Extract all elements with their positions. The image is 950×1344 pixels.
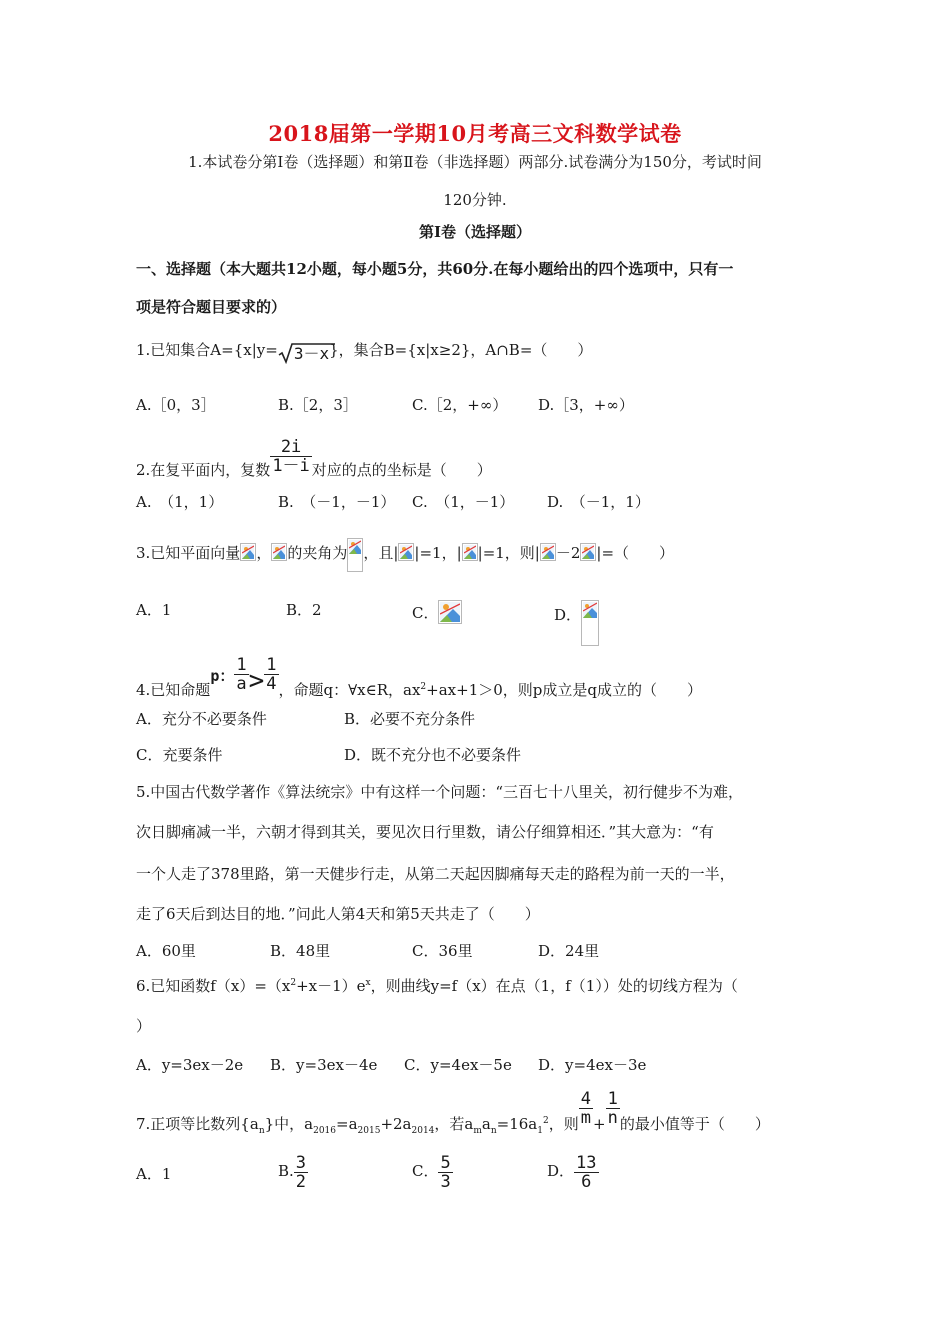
q4-fraction-2-numerator: 1 (266, 655, 277, 675)
q7-sub-2: 2016 (313, 1126, 337, 1136)
q6-option-c: C．y=4ex－5e (404, 1056, 512, 1074)
q7-text-2: }中，a (264, 1115, 314, 1133)
q4-fraction-2-denominator: 4 (266, 674, 277, 694)
q4-text-post-2: +ax+1＞0，则p成立是q成立的（ ） (426, 681, 702, 699)
q4-greater-than: > (248, 666, 265, 696)
q2-option-b: B. （－1，－1） (278, 493, 396, 511)
broken-image-icon (540, 543, 556, 561)
q7-option-d-numerator: 13 (576, 1152, 597, 1173)
q3-text-7: －2 (555, 544, 581, 562)
q1-text-pre: 1.已知集合A={x|y= (136, 341, 278, 359)
q3-option-d-label: D． (554, 606, 582, 624)
q7-fraction-1 (579, 1090, 593, 1127)
q3-text-2: ， (256, 544, 272, 562)
broken-image-icon (398, 543, 414, 561)
q2-fraction-denominator: 1－i (272, 456, 310, 476)
q5-option-a: A．60里 (136, 942, 196, 960)
q7-option-b-numerator: 3 (295, 1152, 307, 1173)
q7-fraction-2 (606, 1090, 620, 1127)
q6-option-a: A．y=3ex－2e (136, 1056, 244, 1074)
q1-text-post: }，集合B={x|x≥2}，A∩B=（ ） (329, 341, 593, 359)
q3-option-c (412, 600, 462, 624)
q6-superscript-1: 2 (290, 978, 297, 988)
question-3 (136, 538, 674, 572)
q7-sub-6: n (490, 1126, 497, 1136)
q7-sub-4: 2014 (411, 1126, 435, 1136)
broken-image-icon (462, 543, 478, 561)
q4-option-c: C．充要条件 (136, 746, 223, 764)
q1-option-c: C.［2，+∞） (412, 396, 508, 414)
question-2 (136, 438, 492, 498)
q6-text-post: ，则曲线y=f（x）在点（1，f（1））处的切线方程为（ (370, 977, 738, 995)
q7-fraction-1-denominator: m (580, 1108, 591, 1128)
q7-fraction-2-numerator: 1 (607, 1089, 618, 1109)
q7-option-c-denominator: 3 (440, 1171, 451, 1192)
q4-fraction-1-numerator: 1 (236, 655, 247, 675)
q7-sub-5: m (473, 1126, 482, 1136)
q7-text-7: =16a (496, 1115, 538, 1133)
q2-fraction (270, 438, 311, 475)
q7-option-c-numerator: 5 (440, 1152, 451, 1173)
q4-text-pre: 4.已知命题 (136, 681, 211, 699)
sqrt-radicand: 3－x (293, 344, 330, 363)
q2-option-c: C. （1，－1） (412, 493, 515, 511)
q5-line-1: 5.中国古代数学著作《算法统宗》中有这样一个问题：“三百七十八里关，初行健步不为难， (136, 783, 743, 801)
part-title: 第Ⅰ卷（选择题） (418, 223, 532, 241)
q5-option-b: B．48里 (270, 942, 331, 960)
q6-option-b: B．y=3ex－4e (270, 1056, 378, 1074)
q7-option-c-label: C． (412, 1162, 439, 1180)
q7-option-b-label: B. (278, 1162, 294, 1180)
q7-text-4: +2a (380, 1115, 412, 1133)
question-7 (136, 1090, 770, 1153)
q2-text-pre: 2.在复平面内，复数 (136, 461, 271, 479)
q7-text-9: 的最小值等于（ ） (619, 1115, 770, 1133)
q7-sub-3: 2015 (357, 1126, 381, 1136)
sqrt-sign-icon (278, 342, 336, 364)
q5-line-4: 走了6天后到达目的地．”问此人第4天和第5天共走了（ ） (136, 905, 540, 923)
question-6 (136, 976, 738, 996)
q6-line-2: ） (136, 1017, 152, 1035)
broken-image-icon (271, 543, 287, 561)
q3-text-1: 3.已知平面向量 (136, 544, 241, 562)
q7-fraction-1-numerator: 4 (580, 1089, 591, 1109)
q7-plus-sign: + (593, 1115, 606, 1133)
q7-option-a: A．1 (136, 1165, 172, 1183)
q7-option-c-fraction (438, 1154, 452, 1191)
q2-option-a: A. （1，1） (136, 493, 224, 511)
q4-option-b: B．必要不充分条件 (344, 710, 476, 728)
q5-line-3: 一个人走了378里路，第一天健步行走，从第二天起因脚痛每天走的路程为前一天的一半， (136, 865, 735, 883)
q4-fraction-1-denominator: a (236, 674, 247, 694)
q3-option-d (554, 600, 599, 646)
q2-text-post: 对应的点的坐标是（ ） (311, 461, 492, 479)
q3-option-b: B．2 (286, 601, 322, 619)
q7-text-5: ，若a (434, 1115, 474, 1133)
q1-option-b: B.［2，3］ (278, 396, 358, 414)
q5-line-2: 次日脚痛减一半，六朝才得到其关，要见次日行里数，请公仔细算相还．”其大意为：“有 (136, 823, 714, 841)
q7-sup-7: 2 (543, 1116, 549, 1126)
q4-proposition-p: p： (210, 667, 235, 685)
q3-option-c-label: C． (412, 604, 439, 622)
sqrt-expression (278, 342, 329, 364)
q7-option-d-fraction (574, 1154, 598, 1191)
q3-text-6: |=1，则| (477, 544, 540, 562)
q1-option-a: A.［0，3］ (136, 396, 216, 414)
q4-text-post-1: ，命题q：∀x∈R，ax (278, 681, 421, 699)
section-heading-line-1: 一、选择题（本大题共12小题，每小题5分，共60分.在每小题给出的四个选项中，只有一 (136, 260, 734, 278)
q5-option-c: C．36里 (412, 942, 473, 960)
note-line-1: 1.本试卷分第Ⅰ卷（选择题）和第Ⅱ卷（非选择题）两部分.试卷满分为150分，考试时间 (188, 153, 762, 171)
q1-option-d: D.［3，+∞） (538, 396, 634, 414)
q3-text-4: ，且| (363, 544, 399, 562)
q7-text-1: 7.正项等比数列{a (136, 1115, 259, 1133)
q7-option-d (547, 1148, 599, 1194)
q2-fraction-numerator: 2i (270, 438, 311, 457)
q7-option-b-denominator: 2 (295, 1171, 307, 1192)
broken-image-icon (347, 538, 363, 572)
q3-text-3: 的夹角为 (287, 544, 348, 562)
broken-image-icon (240, 543, 256, 561)
question-1 (136, 340, 592, 364)
q3-text-5: |=1，| (414, 544, 462, 562)
q7-option-b (278, 1148, 308, 1194)
q7-sub-1: n (258, 1126, 265, 1136)
q6-option-d: D．y=4ex－3e (538, 1056, 647, 1074)
q3-text-8: |=（ ） (596, 544, 675, 562)
exam-title: 2018届第一学期10月考高三文科数学试卷 (268, 121, 682, 146)
q7-text-6: a (481, 1115, 491, 1133)
broken-image-icon (581, 600, 599, 646)
q7-option-d-denominator: 6 (581, 1171, 592, 1192)
q3-option-a: A．1 (136, 601, 172, 619)
note-line-2: 120分钟. (443, 191, 507, 209)
q4-fraction-1 (234, 656, 248, 693)
q4-fraction-2 (264, 656, 278, 693)
question-4 (136, 648, 702, 718)
q7-fraction-2-denominator: n (607, 1108, 618, 1128)
broken-image-icon (438, 600, 462, 624)
q7-option-b-fraction (294, 1154, 308, 1191)
q5-option-d: D．24里 (538, 942, 600, 960)
q4-option-d: D．既不充分也不必要条件 (344, 746, 522, 764)
q6-superscript-2: x (365, 978, 371, 988)
q7-text-3: =a (336, 1115, 358, 1133)
q7-sub-7: 1 (537, 1126, 543, 1136)
q2-option-d: D. （－1，1） (547, 493, 650, 511)
q7-option-d-label: D． (547, 1162, 575, 1180)
q7-option-c (412, 1148, 453, 1194)
q4-superscript: 2 (420, 682, 427, 692)
section-heading-line-2: 项是符合题目要求的） (136, 298, 287, 316)
q6-text-mid: +x－1）e (296, 977, 366, 995)
q6-text-pre: 6.已知函数f（x）=（x (136, 977, 291, 995)
broken-image-icon (580, 543, 596, 561)
q4-option-a: A．充分不必要条件 (136, 710, 267, 728)
q7-text-8: ，则 (548, 1115, 579, 1133)
